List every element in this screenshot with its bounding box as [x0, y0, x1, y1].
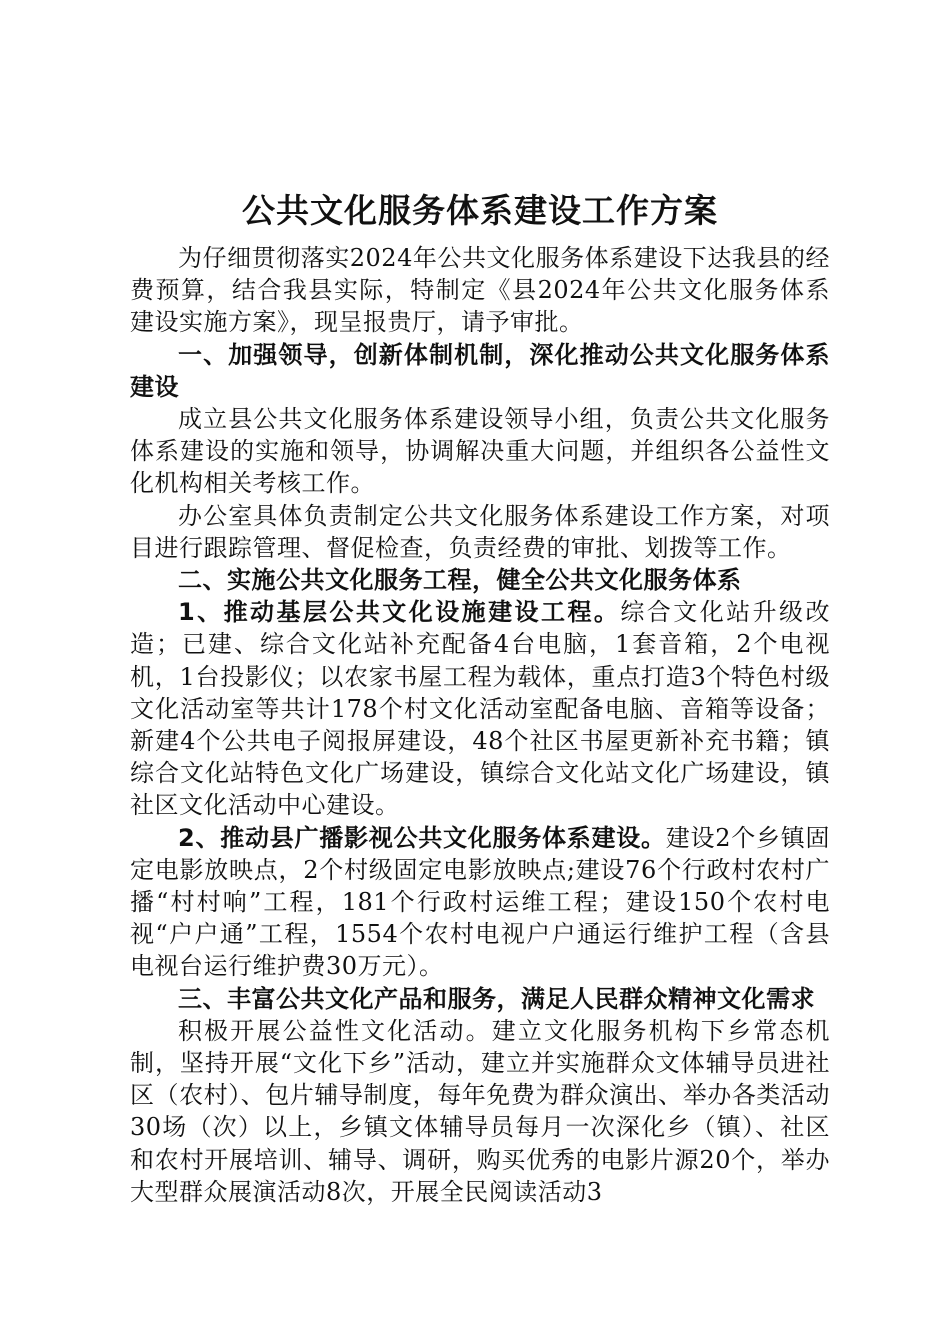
section-2-item-1: [130, 596, 830, 821]
section-3-heading: 三、丰富公共文化产品和服务，满足人民群众精神文化需求: [178, 984, 815, 1013]
section-2-item-2: [130, 822, 830, 983]
section-3-paragraph: 积极开展公益性文化活动。建立文化服务机构下乡常态机制，坚持开展“文化下乡”活动，建立并实施群众文体辅导员进社区（农村）、包片辅导制度，每年免费为群众演出、举办各类活动30场（次）以上，乡镇文体辅导员每月一次深化乡（镇）、社区和农村开展培训、辅导、调研，购买优秀的电影片源20个，举办大型群众展演活动8次，开展全民阅读活动3: [130, 1016, 830, 1206]
section-1-heading: 一、加强领导，创新体制机制，深化推动公共文化服务体系建设: [130, 340, 830, 401]
section-1-paragraph-2: 办公室具体负责制定公共文化服务体系建设工作方案，对项目进行跟踪管理、督促检查，负责经费的审批、划拨等工作。: [130, 501, 830, 562]
document-title: 公共文化服务体系建设工作方案: [242, 191, 718, 230]
section-2-heading: 二、实施公共文化服务工程，健全公共文化服务体系: [178, 566, 742, 595]
intro-paragraph: 为仔细贯彻落实2024年公共文化服务体系建设下达我县的经费预算，结合我县实际，特制定《县2024年公共文化服务体系建设实施方案》，现呈报贵厅，请予审批。: [130, 244, 830, 337]
section-2-item-1-lead: 1、推动基层公共文化设施建设工程。: [178, 598, 621, 627]
section-1-paragraph-1: 成立县公共文化服务体系建设领导小组，负责公共文化服务体系建设的实施和领导，协调解决重大问题，并组织各公益性文化机构相关考核工作。: [130, 405, 830, 498]
section-2-item-1-text: 综合文化站升级改造；已建、综合文化站补充配备4台电脑，1套音箱，2个电视机，1台投影仪；以农家书屋工程为载体，重点打造3个特色村级文化活动室等共计178个村文化活动室配备电脑、音箱等设备；新建4个公共电子阅报屏建设，48个社区书屋更新补充书籍；镇综合文化站特色文化广场建设，镇综合文化站文化广场建设，镇社区文化活动中心建设。: [130, 598, 831, 820]
section-2-item-2-text: 建设2个乡镇固定电影放映点，2个村级固定电影放映点;建设76个行政村农村广播“村村响”工程，181个行政村运维工程；建设150个农村电视“户户通”工程，1554个农村电视户户通运行维护工程（含县电视台运行维护费30万元）。: [130, 823, 830, 981]
document-page: [130, 186, 830, 1208]
section-2-item-2-lead: 2、推动县广播影视公共文化服务体系建设。: [178, 823, 666, 852]
